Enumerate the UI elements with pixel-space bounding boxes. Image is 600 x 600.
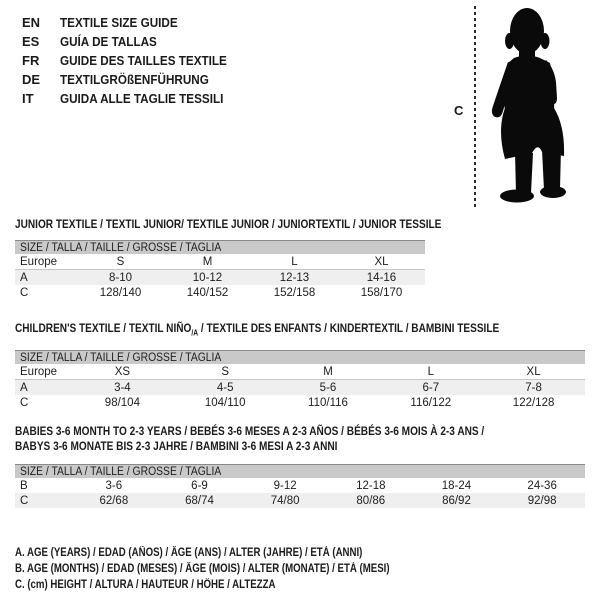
size-value: XS xyxy=(71,364,174,380)
silhouette-leg-right xyxy=(542,148,561,190)
footnote xyxy=(15,561,461,577)
size-value: 158/170 xyxy=(360,286,403,299)
section-title-line: BABYS 3-6 MONATE BIS 2-3 JAHRE / BAMBINI 3-6 MESI A 2-3 ANNI xyxy=(15,439,338,453)
size-value: M xyxy=(277,364,380,380)
size-value: 18-24 xyxy=(441,479,472,492)
language-code: IT xyxy=(22,91,34,106)
size-value: 4-5 xyxy=(174,380,277,396)
size-value: L xyxy=(379,364,482,380)
language-title: TEXTILGRÖßENFÜHRUNG xyxy=(60,72,209,87)
table-row xyxy=(15,254,425,270)
size-value: 104/110 xyxy=(204,396,246,409)
table-size-header-text: SIZE / TALLA / TAILLE / GRÖSSE / TAGLIA xyxy=(20,351,222,364)
silhouette-ear-left xyxy=(505,33,514,49)
size-value: 152/158 xyxy=(273,286,316,299)
size-value: S xyxy=(174,364,277,380)
language-title: GUIDA ALLE TAGLIE TESSILI xyxy=(60,91,224,106)
row-label: C xyxy=(20,396,29,409)
section-title-subscript: /A xyxy=(191,328,199,338)
size-value: 7-8 xyxy=(482,380,585,396)
size-value: 86/92 xyxy=(414,493,500,508)
size-value: 140/152 xyxy=(186,286,229,299)
size-value: 98/104 xyxy=(104,396,140,409)
size-table-children xyxy=(15,350,585,410)
table-row xyxy=(15,395,585,410)
size-value: 12-18 xyxy=(356,479,386,492)
size-value: 68/74 xyxy=(157,493,243,508)
size-value: 24-36 xyxy=(527,479,557,492)
section-title xyxy=(15,217,523,232)
height-dashed-line xyxy=(474,6,476,209)
row-label: A xyxy=(15,270,77,286)
table-header-row xyxy=(15,465,585,479)
size-value: 110/116 xyxy=(308,396,348,409)
silhouette-head xyxy=(510,8,544,54)
silhouette-foot-left xyxy=(500,190,534,203)
row-label: C xyxy=(15,493,71,508)
silhouette-foot-right xyxy=(540,186,566,198)
size-value: XL xyxy=(482,364,585,380)
table-row xyxy=(15,478,585,493)
size-value: 128/140 xyxy=(99,286,142,299)
table-size-header-text: SIZE / TALLA / TAILLE / GRÖSSE / TAGLIA xyxy=(20,241,222,254)
size-value: 14-16 xyxy=(338,270,425,286)
size-value: M xyxy=(164,254,251,270)
language-code: EN xyxy=(22,15,41,30)
section-junior xyxy=(15,217,523,300)
language-item xyxy=(22,13,245,32)
table-size-header xyxy=(15,351,585,365)
footnotes xyxy=(15,545,461,593)
table-header-row xyxy=(15,351,585,365)
size-value: L xyxy=(251,254,338,270)
toddler-figure xyxy=(440,0,600,215)
size-value: 5-6 xyxy=(277,380,380,396)
toddler-silhouette-icon xyxy=(480,0,600,210)
language-code: FR xyxy=(22,53,40,68)
size-value: 116/122 xyxy=(410,396,452,409)
footnote-text: C. (cm) HEIGHT / ALTURA / HAUTEUR / HÖHE / ALTEZZA xyxy=(15,579,276,591)
row-label: B xyxy=(20,479,28,492)
size-value: 12-13 xyxy=(251,270,338,286)
table-header-row xyxy=(15,241,425,255)
size-table-junior xyxy=(15,240,425,300)
size-value: 3-4 xyxy=(71,380,174,396)
height-measure-label: C xyxy=(454,103,464,118)
silhouette-leg-left xyxy=(515,152,533,194)
footnote xyxy=(15,545,461,561)
row-label: Europe xyxy=(15,364,71,380)
size-value: XL xyxy=(338,254,425,270)
table-row xyxy=(15,493,585,508)
footnote-text: A. AGE (YEARS) / EDAD (AÑOS) / ÂGE (ANS) / ALTER (JAHRE) / ETÀ (ANNI) xyxy=(15,547,363,559)
language-item xyxy=(22,89,245,108)
language-item xyxy=(22,51,245,70)
size-value: 6-7 xyxy=(379,380,482,396)
footnote-text: B. AGE (MONTHS) / EDAD (MESES) / ÂGE (MOIS) / ALTER (MONATE) / ETÀ (MESI) xyxy=(15,563,390,575)
silhouette-ear-right xyxy=(541,33,550,49)
table-row xyxy=(15,380,585,396)
table-size-header xyxy=(15,465,585,479)
table-row xyxy=(15,270,425,286)
section-title xyxy=(15,424,600,454)
language-code: ES xyxy=(22,34,40,49)
size-value: 6-9 xyxy=(191,479,208,492)
language-title: TEXTILE SIZE GUIDE xyxy=(60,15,178,30)
language-item xyxy=(22,32,245,51)
language-code: DE xyxy=(22,72,41,87)
size-value: 62/68 xyxy=(71,493,157,508)
row-label: C xyxy=(20,286,29,299)
table-size-header xyxy=(15,241,425,255)
size-value: 74/80 xyxy=(242,493,328,508)
size-value: 92/98 xyxy=(499,493,585,508)
footnote xyxy=(15,577,461,593)
section-babies xyxy=(15,424,600,508)
row-label: A xyxy=(15,380,71,396)
table-size-header-text: SIZE / TALLA / TAILLE / GRÖSSE / TAGLIA xyxy=(20,465,222,478)
language-title-list xyxy=(22,13,245,108)
table-row xyxy=(15,285,425,300)
section-children xyxy=(15,321,591,410)
language-item xyxy=(22,70,245,89)
size-value: 80/86 xyxy=(328,493,414,508)
table-row xyxy=(15,364,585,380)
section-title xyxy=(15,321,591,340)
section-title-line: JUNIOR TEXTILE / TEXTIL JUNIOR/ TEXTILE JUNIOR / JUNIORTEXTIL / JUNIOR TESSILE xyxy=(15,217,442,231)
size-value: S xyxy=(77,254,164,270)
size-value: 10-12 xyxy=(164,270,251,286)
size-value: 9-12 xyxy=(273,479,297,492)
section-title-line: BABIES 3-6 MONTH TO 2-3 YEARS / BEBÉS 3-6 MESES A 2-3 AÑOS / BÉBÉS 3-6 MOIS À 2-3 ANS / xyxy=(15,424,485,438)
row-label: Europe xyxy=(15,254,77,270)
size-value: 8-10 xyxy=(77,270,164,286)
size-value: 122/128 xyxy=(512,396,555,409)
language-title: GUÍA DE TALLAS xyxy=(60,34,157,49)
size-table-babies xyxy=(15,464,585,508)
size-value: 3-6 xyxy=(105,479,123,492)
language-title: GUIDE DES TAILLES TEXTILE xyxy=(60,53,227,68)
section-title-line: CHILDREN'S TEXTILE / TEXTIL $NIÑO_{/A}$ / TEXTILE DES ENFANTS / KINDERTEXTIL / BAMBINI TESSILE xyxy=(15,321,500,338)
